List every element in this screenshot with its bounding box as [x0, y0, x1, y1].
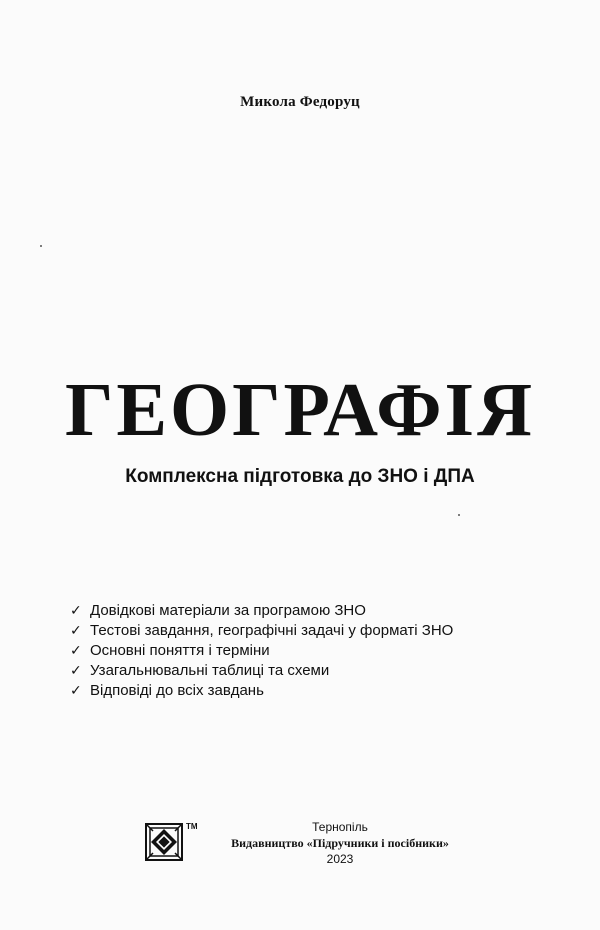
feature-text: Тестові завдання, географічні задачі у форматі ЗНО [90, 622, 454, 639]
book-subtitle: Комплексна підготовка до ЗНО і ДПА [125, 466, 475, 487]
scan-speck [40, 245, 42, 247]
imprint-year: 2023 [326, 852, 354, 866]
checkmark-icon: ✓ [70, 663, 82, 679]
publisher-logo-icon [145, 823, 183, 861]
checkmark-icon: ✓ [70, 623, 82, 639]
feature-item [70, 681, 453, 701]
feature-item [70, 641, 453, 661]
checkmark-icon: ✓ [70, 603, 82, 619]
imprint-publisher: Видавництво «Підручники і посібники» [231, 836, 449, 850]
imprint-city: Тернопіль [312, 820, 368, 834]
feature-item [70, 621, 453, 641]
features-list [70, 601, 453, 701]
author-name: Микола Федоруц [240, 94, 360, 110]
feature-text: Основні поняття і терміни [90, 642, 270, 659]
book-title: ГЕОГРАФІЯ [64, 368, 536, 452]
feature-text: Відповіді до всіх завдань [90, 682, 264, 699]
trademark-mark: TM [186, 822, 198, 831]
imprint-block [225, 819, 455, 867]
feature-item [70, 661, 453, 681]
scan-speck [458, 514, 460, 516]
feature-text: Узагальнювальні таблиці та схеми [90, 662, 330, 679]
feature-item [70, 601, 453, 621]
feature-text: Довідкові матеріали за програмою ЗНО [90, 602, 366, 619]
checkmark-icon: ✓ [70, 683, 82, 699]
checkmark-icon: ✓ [70, 643, 82, 659]
